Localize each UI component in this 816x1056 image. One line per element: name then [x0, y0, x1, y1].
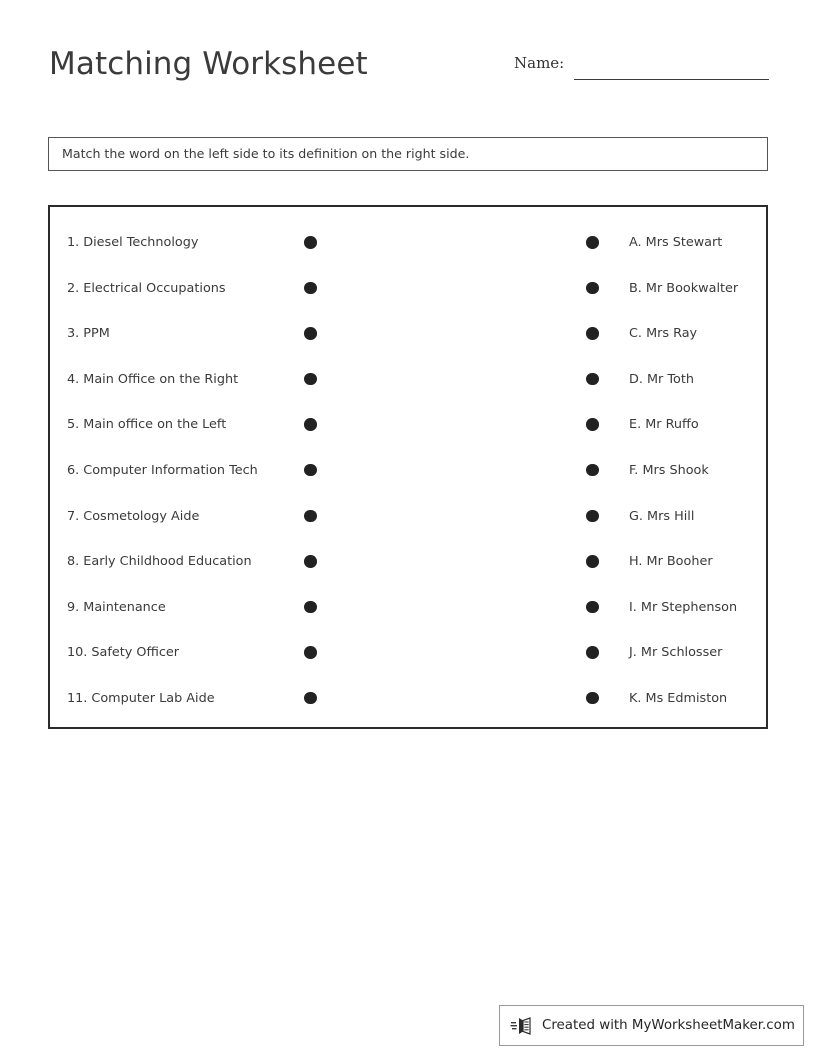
- right-connector-dot[interactable]: [586, 692, 599, 705]
- matching-row: [50, 554, 766, 600]
- right-item-label: F. Mrs Shook: [629, 462, 709, 478]
- right-item-label: B. Mr Bookwalter: [629, 280, 739, 296]
- left-item-label: 7. Cosmetology Aide: [67, 508, 200, 524]
- left-connector-dot[interactable]: [304, 236, 317, 249]
- name-label: Name:: [514, 54, 565, 72]
- left-item-label: 9. Maintenance: [67, 599, 166, 615]
- left-connector-dot[interactable]: [304, 646, 317, 659]
- matching-row: [50, 417, 766, 463]
- left-connector-dot[interactable]: [304, 464, 317, 477]
- matching-row: [50, 509, 766, 555]
- left-connector-dot[interactable]: [304, 327, 317, 340]
- right-connector-dot[interactable]: [586, 236, 599, 249]
- matching-row: [50, 463, 766, 509]
- worksheet-header: [49, 44, 769, 90]
- matching-row: [50, 645, 766, 691]
- right-item-label: A. Mrs Stewart: [629, 235, 723, 250]
- right-item-label: K. Ms Edmiston: [629, 690, 728, 706]
- right-connector-dot[interactable]: [586, 418, 599, 431]
- left-item-label: 2. Electrical Occupations: [67, 280, 226, 296]
- left-item-label: 4. Main Office on the Right: [67, 371, 239, 387]
- name-field-group: [514, 52, 769, 84]
- right-item-label: D. Mr Toth: [629, 371, 694, 387]
- matching-row: [50, 600, 766, 646]
- left-connector-dot[interactable]: [304, 418, 317, 431]
- matching-row: [50, 326, 766, 372]
- left-connector-dot[interactable]: [304, 510, 317, 523]
- left-item-label: 10. Safety Officer: [67, 645, 180, 661]
- left-item-label: 1. Diesel Technology: [67, 235, 199, 250]
- right-item-label: J. Mr Schlosser: [629, 645, 723, 661]
- matching-rows: [50, 207, 766, 737]
- footer-credit-text: Created with MyWorksheetMaker.com: [542, 1017, 795, 1033]
- right-item-label: I. Mr Stephenson: [629, 599, 738, 615]
- left-item-label: 6. Computer Information Tech: [67, 462, 258, 478]
- right-connector-dot[interactable]: [586, 373, 599, 386]
- left-connector-dot[interactable]: [304, 692, 317, 705]
- left-connector-dot[interactable]: [304, 282, 317, 295]
- right-item-label: H. Mr Booher: [629, 554, 713, 570]
- matching-row: [50, 372, 766, 418]
- right-connector-dot[interactable]: [586, 510, 599, 523]
- left-connector-dot[interactable]: [304, 601, 317, 614]
- page-title: Matching Worksheet: [49, 46, 368, 82]
- myworksheetmaker-logo-icon: [510, 1013, 536, 1039]
- left-item-label: 8. Early Childhood Education: [67, 554, 252, 570]
- right-item-label: C. Mrs Ray: [629, 326, 698, 342]
- right-connector-dot[interactable]: [586, 601, 599, 614]
- right-connector-dot[interactable]: [586, 464, 599, 477]
- left-connector-dot[interactable]: [304, 555, 317, 568]
- right-connector-dot[interactable]: [586, 327, 599, 340]
- name-input-line[interactable]: [574, 79, 769, 80]
- instructions-box: [48, 137, 768, 171]
- footer-credit-badge[interactable]: [499, 1005, 804, 1046]
- right-item-label: G. Mrs Hill: [629, 508, 695, 524]
- matching-panel: [48, 205, 768, 729]
- left-connector-dot[interactable]: [304, 373, 317, 386]
- left-item-label: 3. PPM: [67, 326, 110, 342]
- left-item-label: 11. Computer Lab Aide: [67, 690, 215, 706]
- matching-row: [50, 691, 766, 737]
- instructions-text: Match the word on the left side to its definition on the right side.: [62, 146, 470, 161]
- right-item-label: E. Mr Ruffo: [629, 417, 699, 433]
- right-connector-dot[interactable]: [586, 555, 599, 568]
- matching-row: [50, 235, 766, 281]
- left-item-label: 5. Main office on the Left: [67, 417, 227, 433]
- right-connector-dot[interactable]: [586, 646, 599, 659]
- matching-row: [50, 281, 766, 327]
- right-connector-dot[interactable]: [586, 282, 599, 295]
